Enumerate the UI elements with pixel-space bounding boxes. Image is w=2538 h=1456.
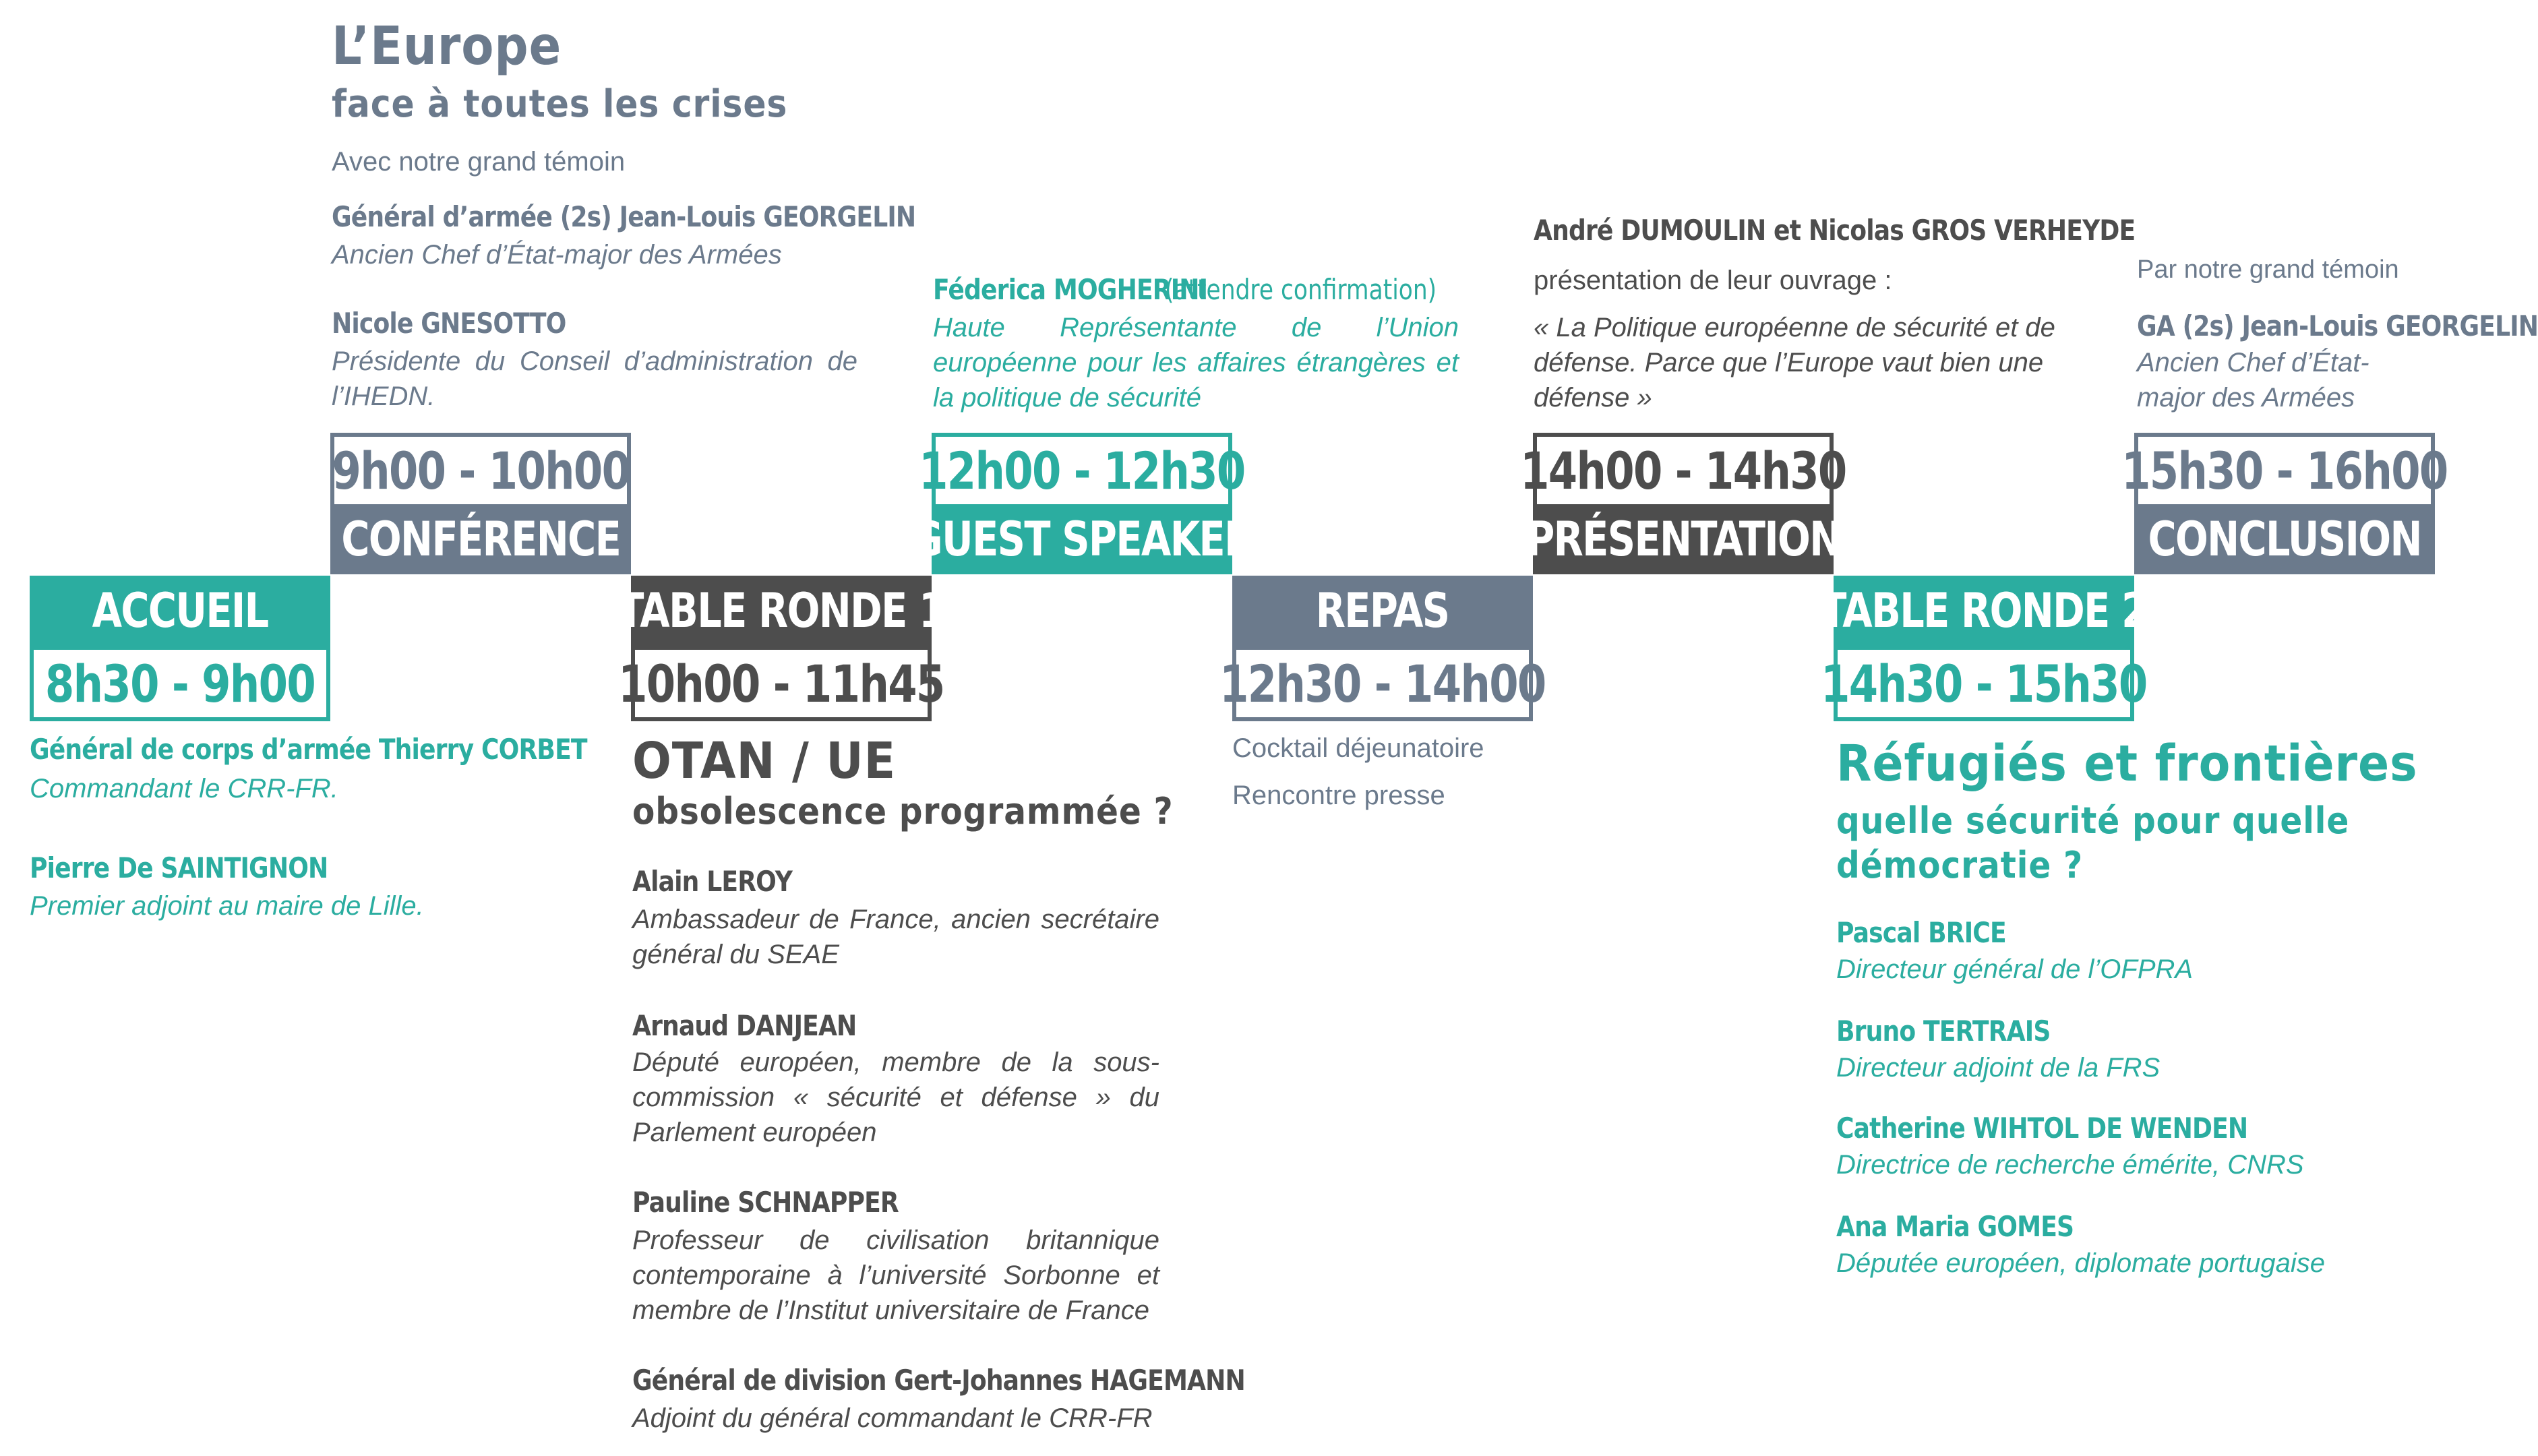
table2-subtitle-2: démocratie ? (1836, 844, 2084, 886)
conference-time (330, 433, 631, 508)
accueil-label-text: ACCUEIL (92, 583, 268, 638)
table1-time (618, 646, 944, 721)
presentation-label (1525, 504, 1841, 574)
repas-time (1219, 646, 1546, 721)
presentation-time (1520, 433, 1846, 508)
tertrais-role: Directeur adjoint de la FRS (1836, 1053, 2161, 1083)
table1-label-text: TABLE RONDE 1 (617, 583, 945, 638)
event-title: L’Europe (332, 16, 562, 77)
witness-intro: Avec notre grand témoin (332, 147, 626, 177)
repas-time-text: 12h30 - 14h00 (1219, 653, 1546, 714)
conclusion-time-text: 15h30 - 16h00 (2121, 440, 2448, 501)
table1-label (617, 576, 945, 646)
witness-name: Général d’armée (2s) Jean-Louis GEORGELIN (332, 200, 916, 233)
corbet-role: Commandant le CRR-FR. (30, 774, 338, 803)
gnesotto-name: Nicole GNESOTTO (332, 307, 566, 340)
guest-role: Haute Représentante de l’Union européenne pour les affaires étrangères et la politique de sécurité (933, 313, 1459, 413)
presentation-label-text: PRÉSENTATION (1525, 512, 1841, 567)
conclusion-label (2134, 504, 2435, 574)
witness-role: Ancien Chef d’État-major des Armées (332, 240, 782, 270)
accueil-time (30, 646, 330, 721)
table2-label-text: TABLE RONDE 2 (1820, 583, 2148, 638)
schnapper-name: Pauline SCHNAPPER (632, 1186, 899, 1219)
wenden-role: Directrice de recherche émérite, CNRS (1836, 1150, 2304, 1180)
guest-name: Féderica MOGHERINI (933, 273, 1208, 306)
table2-time-text: 14h30 - 15h30 (1821, 653, 2147, 714)
conclusion-witness-role: Ancien Chef d’État-major des Armées (2137, 348, 2369, 413)
guest-label (911, 504, 1253, 574)
conclusion-witness-name: GA (2s) Jean-Louis GEORGELIN (2137, 309, 2538, 342)
conclusion-label-text: CONCLUSION (2148, 512, 2421, 567)
table1-time-text: 10h00 - 11h45 (618, 653, 944, 714)
conclusion-time (2121, 433, 2448, 508)
brice-name: Pascal BRICE (1836, 916, 2006, 949)
hagemann-name: Général de division Gert-Johannes HAGEMANN (632, 1364, 1245, 1397)
event-subtitle: face à toutes les crises (332, 82, 788, 126)
repas-cocktail: Cocktail déjeunatoire (1232, 733, 1484, 763)
presentation-authors: André DUMOULIN et Nicolas GROS VERHEYDE (1534, 214, 2136, 247)
guest-label-text: GUEST SPEAKER (911, 512, 1253, 567)
wenden-name: Catherine WIHTOL DE WENDEN (1836, 1112, 2248, 1145)
accueil-time-text: 8h30 - 9h00 (44, 653, 315, 714)
schnapper-role: Professeur de civilisation britannique contemporaine à l’université Sorbonne et membre de l’Institut universitaire de France (632, 1225, 1159, 1325)
corbet-name: Général de corps d’armée Thierry CORBET (30, 733, 587, 766)
repas-label (1232, 576, 1533, 646)
danjean-role: Député européen, membre de la sous-commission « sécurité et défense » du Parlement européen (632, 1048, 1159, 1147)
presentation-time-text: 14h00 - 14h30 (1520, 440, 1846, 501)
guest-time-text: 12h00 - 12h30 (919, 440, 1245, 501)
table1-title: OTAN / UE (632, 732, 897, 790)
guest-note: (attendre confirmation) (1165, 273, 1437, 306)
table2-time (1821, 646, 2147, 721)
conference-time-text: 9h00 - 10h00 (332, 440, 630, 501)
table2-title: Réfugiés et frontières (1836, 735, 2418, 793)
table2-label (1820, 576, 2148, 646)
leroy-role: Ambassadeur de France, ancien secrétaire général du SEAE (632, 905, 1159, 969)
conference-label (330, 504, 631, 574)
tertrais-name: Bruno TERTRAIS (1836, 1014, 2051, 1048)
hagemann-role: Adjoint du général commandant le CRR-FR (632, 1403, 1153, 1433)
presentation-intro: présentation de leur ouvrage : (1534, 266, 1892, 295)
gomes-role: Députée européen, diplomate portugaise (1836, 1248, 2325, 1278)
gomes-name: Ana Maria GOMES (1836, 1210, 2074, 1243)
accueil-label (30, 576, 330, 646)
conference-label-text: CONFÉRENCE (341, 512, 620, 567)
conclusion-intro: Par notre grand témoin (2137, 255, 2399, 284)
brice-role: Directeur général de l’OFPRA (1836, 954, 2194, 984)
repas-label-text: REPAS (1316, 583, 1449, 638)
saintignon-role: Premier adjoint au maire de Lille. (30, 891, 424, 921)
danjean-name: Arnaud DANJEAN (632, 1009, 857, 1042)
repas-presse: Rencontre presse (1232, 781, 1445, 810)
saintignon-name: Pierre De SAINTIGNON (30, 851, 328, 884)
table2-subtitle-1: quelle sécurité pour quelle (1836, 799, 2350, 842)
table1-subtitle: obsolescence programmée ? (632, 790, 1174, 832)
gnesotto-role: Présidente du Conseil d’administration de l’IHEDN. (332, 346, 857, 411)
leroy-name: Alain LEROY (632, 865, 792, 898)
presentation-book: « La Politique européenne de sécurité et de défense. Parce que l’Europe vaut bien une défense » (1534, 313, 2055, 413)
guest-time (919, 433, 1245, 508)
